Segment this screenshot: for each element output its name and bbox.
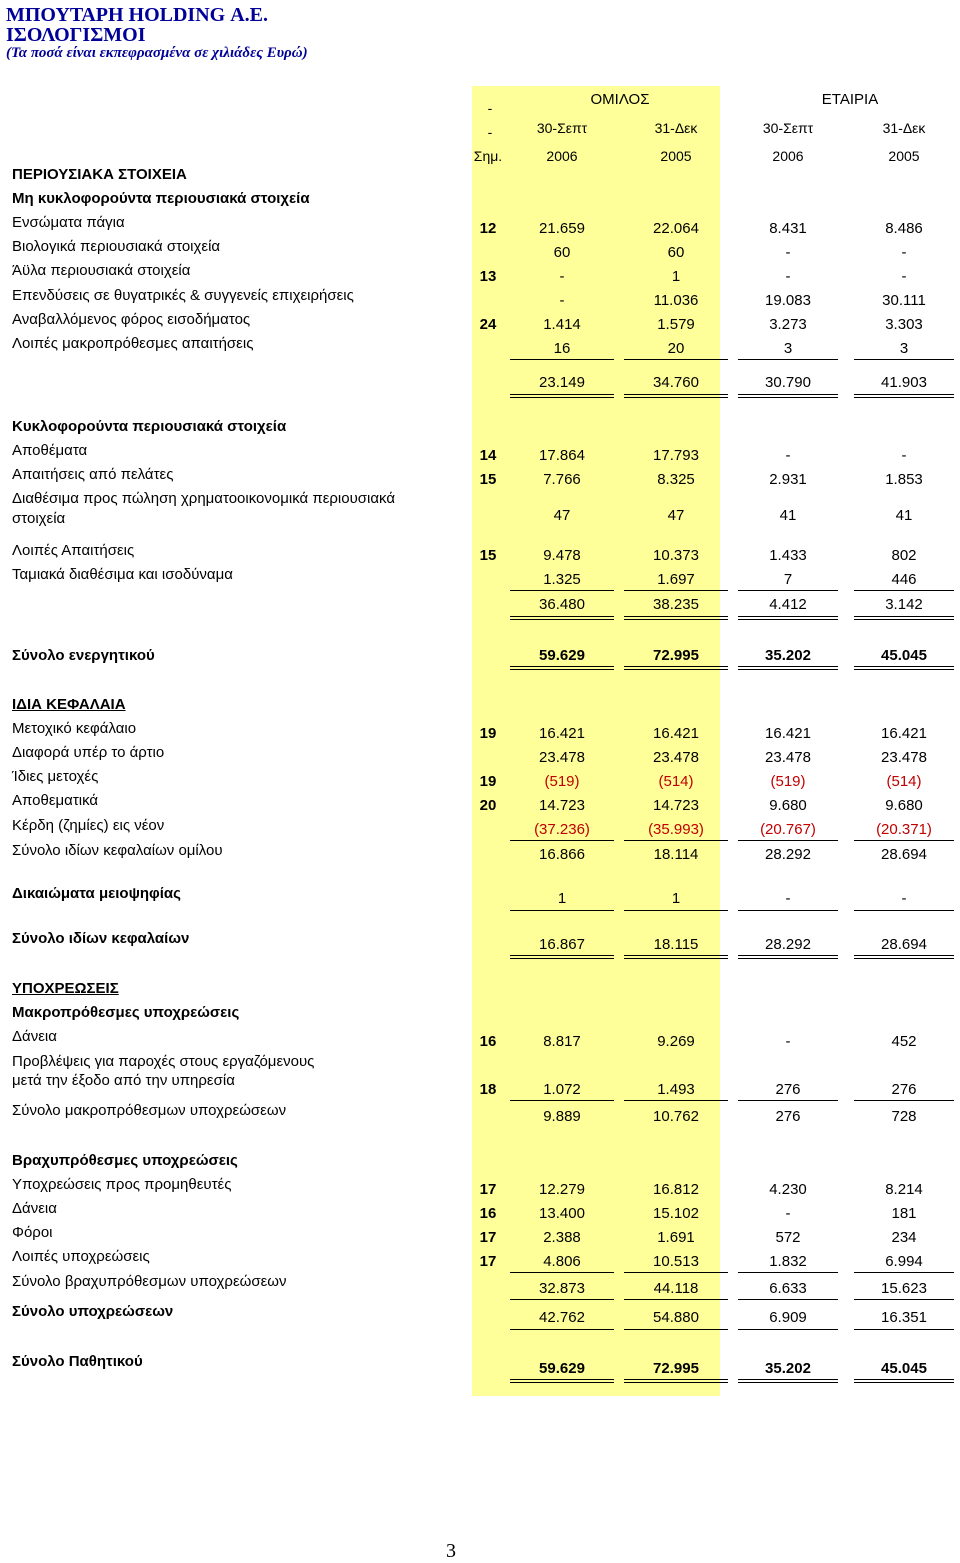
row-label: Ενσώματα πάγια — [12, 214, 125, 231]
double-underline — [738, 616, 838, 620]
row-note: 17 — [479, 1181, 497, 1198]
underline — [738, 590, 838, 591]
row-value: 41 — [779, 507, 797, 524]
row-value: (20.371) — [876, 821, 932, 838]
row-note: 14 — [479, 447, 497, 464]
double-underline — [738, 666, 838, 670]
row-value: - — [901, 890, 907, 907]
row-value: 4.806 — [543, 1253, 581, 1270]
row-value: 1.072 — [543, 1081, 581, 1098]
double-underline — [854, 666, 954, 670]
row-label: Επενδύσεις σε θυγατρικές & συγγενείς επιχειρήσεις — [12, 287, 354, 304]
row-value: 8.325 — [657, 471, 695, 488]
row-label: Δάνεια — [12, 1200, 57, 1217]
total-value: 16.351 — [881, 1309, 927, 1326]
row-label: Φόροι — [12, 1224, 53, 1241]
double-underline — [510, 394, 614, 398]
subtotal-value: 36.480 — [539, 596, 585, 613]
underline — [510, 590, 614, 591]
total-value: 28.694 — [881, 936, 927, 953]
total-value: 59.629 — [539, 1360, 585, 1377]
row-value: 16.866 — [539, 846, 585, 863]
company-name: ΜΠΟΥΤΑΡΗ HOLDING Α.Ε. — [6, 4, 268, 26]
row-value: 13.400 — [539, 1205, 585, 1222]
row-value: (35.993) — [648, 821, 704, 838]
total-value: 54.880 — [653, 1309, 699, 1326]
row-note: 13 — [479, 268, 497, 285]
underline — [510, 359, 614, 360]
underline — [854, 590, 954, 591]
row-value: 19.083 — [765, 292, 811, 309]
row-label: Κέρδη (ζημίες) εις νέον — [12, 817, 165, 834]
row-value: 8.214 — [885, 1181, 923, 1198]
underline — [510, 1299, 614, 1300]
total-equity-label: Σύνολο ιδίων κεφαλαίων — [12, 930, 190, 947]
row-value: 18.114 — [653, 846, 699, 863]
row-value: 47 — [553, 507, 571, 524]
row-value: 23.478 — [539, 749, 585, 766]
underline — [738, 840, 838, 841]
row-value: 1.579 — [657, 316, 695, 333]
row-label-continuation: στοιχεία — [12, 510, 66, 527]
row-value: 802 — [891, 547, 917, 564]
underline — [738, 359, 838, 360]
subtotal-value: 38.235 — [653, 596, 699, 613]
row-label: Υποχρεώσεις προς προμηθευτές — [12, 1176, 232, 1193]
row-value: 3 — [783, 340, 793, 357]
short-term-heading: Βραχυπρόθεσμες υποχρεώσεις — [12, 1152, 238, 1169]
underline — [854, 1100, 954, 1101]
underline — [738, 1299, 838, 1300]
row-value: 1.325 — [543, 571, 581, 588]
noncurrent-assets-heading: Μη κυκλοφορούντα περιουσιακά στοιχεία — [12, 190, 310, 207]
row-label: Διαφορά υπέρ το άρτιο — [12, 744, 165, 761]
assets-heading: ΠΕΡΙΟΥΣΙΑΚΑ ΣΤΟΙΧΕΙΑ — [12, 166, 187, 183]
long-term-heading: Μακροπρόθεσμες υποχρεώσεις — [12, 1004, 240, 1021]
row-value: 1 — [671, 890, 681, 907]
row-value: - — [785, 1033, 791, 1050]
total-assets-label: Σύνολο ενεργητικού — [12, 647, 155, 664]
row-label: Αναβαλλόμενος φόρος εισοδήματος — [12, 311, 251, 328]
row-note: 15 — [479, 471, 497, 488]
row-note: 16 — [479, 1033, 497, 1050]
row-value: - — [785, 890, 791, 907]
double-underline — [624, 955, 728, 959]
row-label: Άϋλα περιουσιακά στοιχεία — [12, 262, 191, 279]
total-value: 42.762 — [539, 1309, 585, 1326]
total-value: 18.115 — [653, 936, 699, 953]
row-label: Λοιπές Απαιτήσεις — [12, 542, 135, 559]
row-value: 12.279 — [539, 1181, 585, 1198]
row-value: - — [901, 244, 907, 261]
double-underline — [510, 1379, 614, 1383]
total-value: 72.995 — [653, 1360, 699, 1377]
subtotal-value: 10.762 — [653, 1108, 699, 1125]
row-value: 41 — [895, 507, 913, 524]
row-value: - — [785, 268, 791, 285]
underline — [510, 840, 614, 841]
row-value: - — [901, 447, 907, 464]
row-value: 8.486 — [885, 220, 923, 237]
underline — [854, 910, 954, 911]
double-underline — [624, 666, 728, 670]
grand-total-label: Σύνολο Παθητικού — [12, 1353, 143, 1370]
double-underline — [624, 394, 728, 398]
row-value: 1.414 — [543, 316, 581, 333]
row-value: 1 — [671, 268, 681, 285]
row-value: - — [901, 268, 907, 285]
column-year-3: 2006 — [772, 148, 804, 164]
double-underline — [738, 955, 838, 959]
total-value: 72.995 — [653, 647, 699, 664]
column-dash-2: - — [487, 124, 493, 140]
row-value: 2.931 — [769, 471, 807, 488]
column-dash-1: - — [487, 100, 493, 116]
subtotal-value: 34.760 — [653, 374, 699, 391]
row-value: 16.421 — [881, 725, 927, 742]
double-underline — [510, 666, 614, 670]
column-date-3: 30-Σεπτ — [762, 120, 814, 136]
row-value: 276 — [775, 1081, 801, 1098]
row-note: 24 — [479, 316, 497, 333]
row-value: 23.478 — [765, 749, 811, 766]
row-note: 19 — [479, 773, 497, 790]
underline — [624, 910, 728, 911]
row-value: 16.812 — [653, 1181, 699, 1198]
row-label: Ίδιες μετοχές — [12, 768, 99, 785]
row-value: 234 — [891, 1229, 917, 1246]
row-value: 3 — [899, 340, 909, 357]
row-label-continuation: μετά την έξοδο από την υπηρεσία — [12, 1072, 235, 1089]
total-liabilities-label: Σύνολο υποχρεώσεων — [12, 1303, 174, 1320]
row-label: Αποθεματικά — [12, 792, 99, 809]
row-value: 4.230 — [769, 1181, 807, 1198]
double-underline — [624, 616, 728, 620]
subtotal-value: 728 — [891, 1108, 917, 1125]
minority-label: Δικαιώματα μειοψηφίας — [12, 885, 181, 902]
row-value: (20.767) — [760, 821, 816, 838]
column-date-2: 31-Δεκ — [654, 120, 698, 136]
total-value: 16.867 — [539, 936, 585, 953]
underline — [854, 1272, 954, 1273]
underline — [510, 1329, 614, 1330]
row-value: 9.680 — [769, 797, 807, 814]
row-value: 16.421 — [539, 725, 585, 742]
row-value: 14.723 — [653, 797, 699, 814]
row-label: Μετοχικό κεφάλαιο — [12, 720, 137, 737]
row-value: 60 — [667, 244, 685, 261]
row-value: 21.659 — [539, 220, 585, 237]
row-value: 9.680 — [885, 797, 923, 814]
underline — [738, 1100, 838, 1101]
underline — [854, 359, 954, 360]
subtotal-value: 9.889 — [543, 1108, 581, 1125]
row-value: 17.864 — [539, 447, 585, 464]
row-value: 28.694 — [881, 846, 927, 863]
total-value: 6.909 — [769, 1309, 807, 1326]
row-value: - — [785, 447, 791, 464]
row-value: 23.478 — [653, 749, 699, 766]
row-value: - — [559, 268, 565, 285]
subtotal-value: 4.412 — [769, 596, 807, 613]
row-label: Σύνολο βραχυπρόθεσμων υποχρεώσεων — [12, 1273, 287, 1290]
row-value: 14.723 — [539, 797, 585, 814]
column-year-1: 2006 — [546, 148, 578, 164]
row-value: - — [785, 1205, 791, 1222]
row-value: 22.064 — [653, 220, 699, 237]
subtotal-value: 15.623 — [881, 1280, 927, 1297]
row-value: 446 — [891, 571, 917, 588]
row-value: 15.102 — [653, 1205, 699, 1222]
underline — [738, 1272, 838, 1273]
row-label: Ταμιακά διαθέσιμα και ισοδύναμα — [12, 566, 233, 583]
row-note: 12 — [479, 220, 497, 237]
total-value: 45.045 — [881, 1360, 927, 1377]
row-note: 17 — [479, 1253, 497, 1270]
row-value: 1.832 — [769, 1253, 807, 1270]
row-value: 11.036 — [653, 292, 699, 309]
row-value: 8.817 — [543, 1033, 581, 1050]
row-label: Αποθέματα — [12, 442, 88, 459]
underline — [738, 1329, 838, 1330]
row-value: 1.493 — [657, 1081, 695, 1098]
row-value: 16.421 — [765, 725, 811, 742]
row-value: 572 — [775, 1229, 801, 1246]
underline — [624, 1329, 728, 1330]
row-value: 1 — [557, 890, 567, 907]
statement-title: ΙΣΟΛΟΓΙΣΜΟΙ — [6, 24, 146, 46]
subtotal-value: 44.118 — [653, 1280, 699, 1297]
row-value: 28.292 — [765, 846, 811, 863]
row-value: 30.111 — [882, 292, 926, 309]
column-date-1: 30-Σεπτ — [536, 120, 588, 136]
subtotal-value: 32.873 — [539, 1280, 585, 1297]
row-label: Προβλέψεις για παροχές στους εργαζόμενους — [12, 1053, 315, 1070]
double-underline — [854, 394, 954, 398]
underline — [624, 359, 728, 360]
row-value: 16 — [553, 340, 571, 357]
row-value: 10.513 — [653, 1253, 699, 1270]
row-note: 18 — [479, 1081, 497, 1098]
row-note: 19 — [479, 725, 497, 742]
row-value: 23.478 — [881, 749, 927, 766]
row-value: 8.431 — [769, 220, 807, 237]
row-value: 9.269 — [657, 1033, 695, 1050]
row-value: 7 — [783, 571, 793, 588]
row-value: 16.421 — [653, 725, 699, 742]
row-value: 60 — [553, 244, 571, 261]
row-value: 6.994 — [885, 1253, 923, 1270]
total-value: 35.202 — [765, 647, 811, 664]
subtotal-value: 30.790 — [765, 374, 811, 391]
underline — [624, 840, 728, 841]
row-value: 181 — [891, 1205, 917, 1222]
subtotal-value: 41.903 — [881, 374, 927, 391]
row-value: - — [785, 244, 791, 261]
row-value: 20 — [667, 340, 685, 357]
subtotal-value: 6.633 — [769, 1280, 807, 1297]
underline — [624, 590, 728, 591]
row-value: (519) — [770, 773, 806, 790]
row-label: Διαθέσιμα προς πώληση χρηματοοικονομικά περιουσιακά — [12, 490, 396, 507]
current-assets-heading: Κυκλοφορούντα περιουσιακά στοιχεία — [12, 418, 287, 435]
row-label: Δάνεια — [12, 1028, 57, 1045]
row-value: 452 — [891, 1033, 917, 1050]
row-label: Σύνολο ιδίων κεφαλαίων ομίλου — [12, 842, 223, 859]
note-header: Σημ. — [473, 148, 503, 164]
row-value: 1.853 — [885, 471, 923, 488]
row-value: 2.388 — [543, 1229, 581, 1246]
row-note: 20 — [479, 797, 497, 814]
underline — [510, 1272, 614, 1273]
row-label: Λοιπές υποχρεώσεις — [12, 1248, 150, 1265]
row-label: Λοιπές μακροπρόθεσμες απαιτήσεις — [12, 335, 254, 352]
group-header: ΟΜΙΛΟΣ — [590, 91, 650, 108]
row-value: 3.303 — [885, 316, 923, 333]
row-value: - — [559, 292, 565, 309]
double-underline — [854, 616, 954, 620]
underline — [624, 1299, 728, 1300]
underline — [510, 910, 614, 911]
row-note: 15 — [479, 547, 497, 564]
subtotal-value: 276 — [775, 1108, 801, 1125]
underline — [624, 1100, 728, 1101]
company-header: ΕΤΑΙΡΙΑ — [821, 91, 879, 108]
row-note: 16 — [479, 1205, 497, 1222]
row-value: 17.793 — [653, 447, 699, 464]
subtotal-value: 23.149 — [539, 374, 585, 391]
double-underline — [510, 955, 614, 959]
row-label: Βιολογικά περιουσιακά στοιχεία — [12, 238, 221, 255]
row-value: 9.478 — [543, 547, 581, 564]
row-value: 276 — [891, 1081, 917, 1098]
row-value: (514) — [658, 773, 694, 790]
equity-heading: ΙΔΙΑ ΚΕΦΑΛΑΙΑ — [12, 696, 126, 713]
underline — [624, 1272, 728, 1273]
row-note: 17 — [479, 1229, 497, 1246]
underline — [854, 1329, 954, 1330]
column-year-2: 2005 — [660, 148, 692, 164]
underline — [854, 1299, 954, 1300]
row-value: (37.236) — [534, 821, 590, 838]
row-value: 7.766 — [543, 471, 581, 488]
double-underline — [854, 1379, 954, 1383]
column-year-4: 2005 — [888, 148, 920, 164]
double-underline — [624, 1379, 728, 1383]
row-value: 1.697 — [657, 571, 695, 588]
underline — [510, 1100, 614, 1101]
row-value: (519) — [544, 773, 580, 790]
row-value: 1.691 — [657, 1229, 695, 1246]
underline — [854, 840, 954, 841]
column-date-4: 31-Δεκ — [882, 120, 926, 136]
double-underline — [510, 616, 614, 620]
double-underline — [738, 1379, 838, 1383]
statement-subtitle: (Τα ποσά είναι εκπεφρασμένα σε χιλιάδες Ευρώ) — [6, 45, 308, 61]
page-number: 3 — [446, 1540, 456, 1562]
row-label: Σύνολο μακροπρόθεσμων υποχρεώσεων — [12, 1102, 287, 1119]
total-value: 59.629 — [539, 647, 585, 664]
double-underline — [854, 955, 954, 959]
subtotal-value: 3.142 — [885, 596, 923, 613]
row-value: 1.433 — [769, 547, 807, 564]
double-underline — [738, 394, 838, 398]
row-value: 10.373 — [653, 547, 699, 564]
underline — [738, 910, 838, 911]
row-label: Απαιτήσεις από πελάτες — [12, 466, 174, 483]
row-value: 47 — [667, 507, 685, 524]
liabilities-heading: ΥΠΟΧΡΕΩΣΕΙΣ — [12, 980, 119, 997]
row-value: 3.273 — [769, 316, 807, 333]
row-value: (514) — [886, 773, 922, 790]
total-value: 45.045 — [881, 647, 927, 664]
total-value: 28.292 — [765, 936, 811, 953]
total-value: 35.202 — [765, 1360, 811, 1377]
